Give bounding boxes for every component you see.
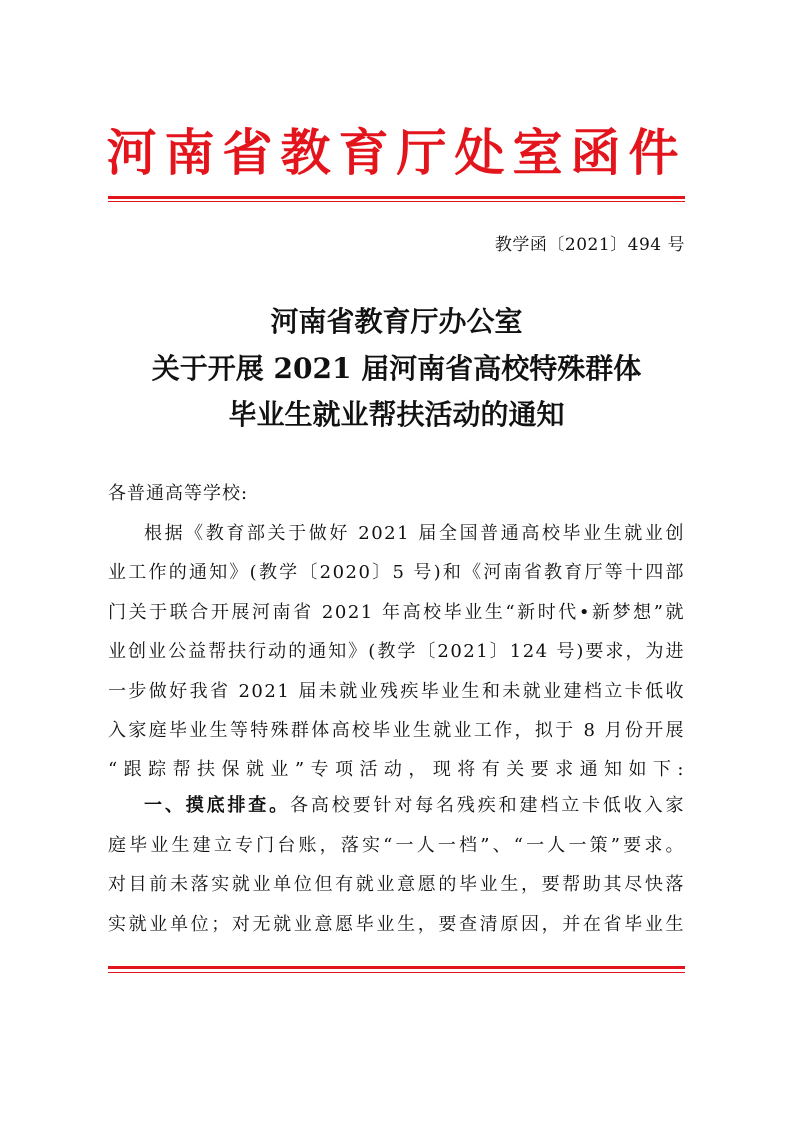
letterhead-title: 河南省教育厅处室函件 (106, 124, 687, 182)
footer-rule-thick (108, 966, 685, 969)
document-title-line-1: 河南省教育厅办公室 (270, 305, 523, 338)
body-line: 根据《教育部关于做好 2021 届全国普通高校毕业生就业创 (144, 523, 685, 544)
body-line: 业创业公益帮扶行动的通知》(教学〔2021〕124 号)要求，为进 (108, 641, 685, 663)
body-line: 实就业单位；对无就业意愿毕业生，要查清原因，并在省毕业生 (108, 913, 685, 935)
document-title-line-3: 毕业生就业帮扶活动的通知 (228, 398, 565, 431)
body-line: “跟踪帮扶保就业”专项活动，现将有关要求通知如下: (108, 759, 685, 781)
body-paragraph-2 (108, 786, 685, 944)
body-line: 一步做好我省 2021 届未就业残疾毕业生和未就业建档立卡低收 (108, 680, 685, 702)
footer-rule-thin (108, 972, 685, 973)
body-line-text: 各高校要针对每名残疾和建档立卡低收入家 (290, 795, 685, 816)
body-paragraph-1 (108, 514, 685, 790)
body-line (108, 786, 685, 826)
letterhead-rule-thin (108, 201, 685, 202)
section-heading: 一、摸底排查。 (144, 795, 291, 816)
document-number: 教学函〔2021〕494 号 (494, 235, 685, 255)
body-line: 门关于联合开展河南省 2021 年高校毕业生“新时代•新梦想”就 (108, 601, 685, 623)
body-line: 对目前未落实就业单位但有就业意愿的毕业生，要帮助其尽快落 (108, 874, 685, 896)
document-title-line-2: 关于开展 2021 届河南省高校特殊群体 (151, 352, 642, 385)
body-line: 庭毕业生建立专门台账，落实“一人一档”、“一人一策”要求。 (108, 834, 685, 856)
body-line: 业工作的通知》(教学〔2020〕5 号)和《河南省教育厅等十四部 (108, 562, 685, 584)
salutation: 各普通高等学校: (108, 483, 249, 504)
body-line: 入家庭毕业生等特殊群体高校毕业生就业工作，拟于 8 月份开展 (108, 720, 685, 742)
letterhead-rule-thick (108, 196, 685, 199)
